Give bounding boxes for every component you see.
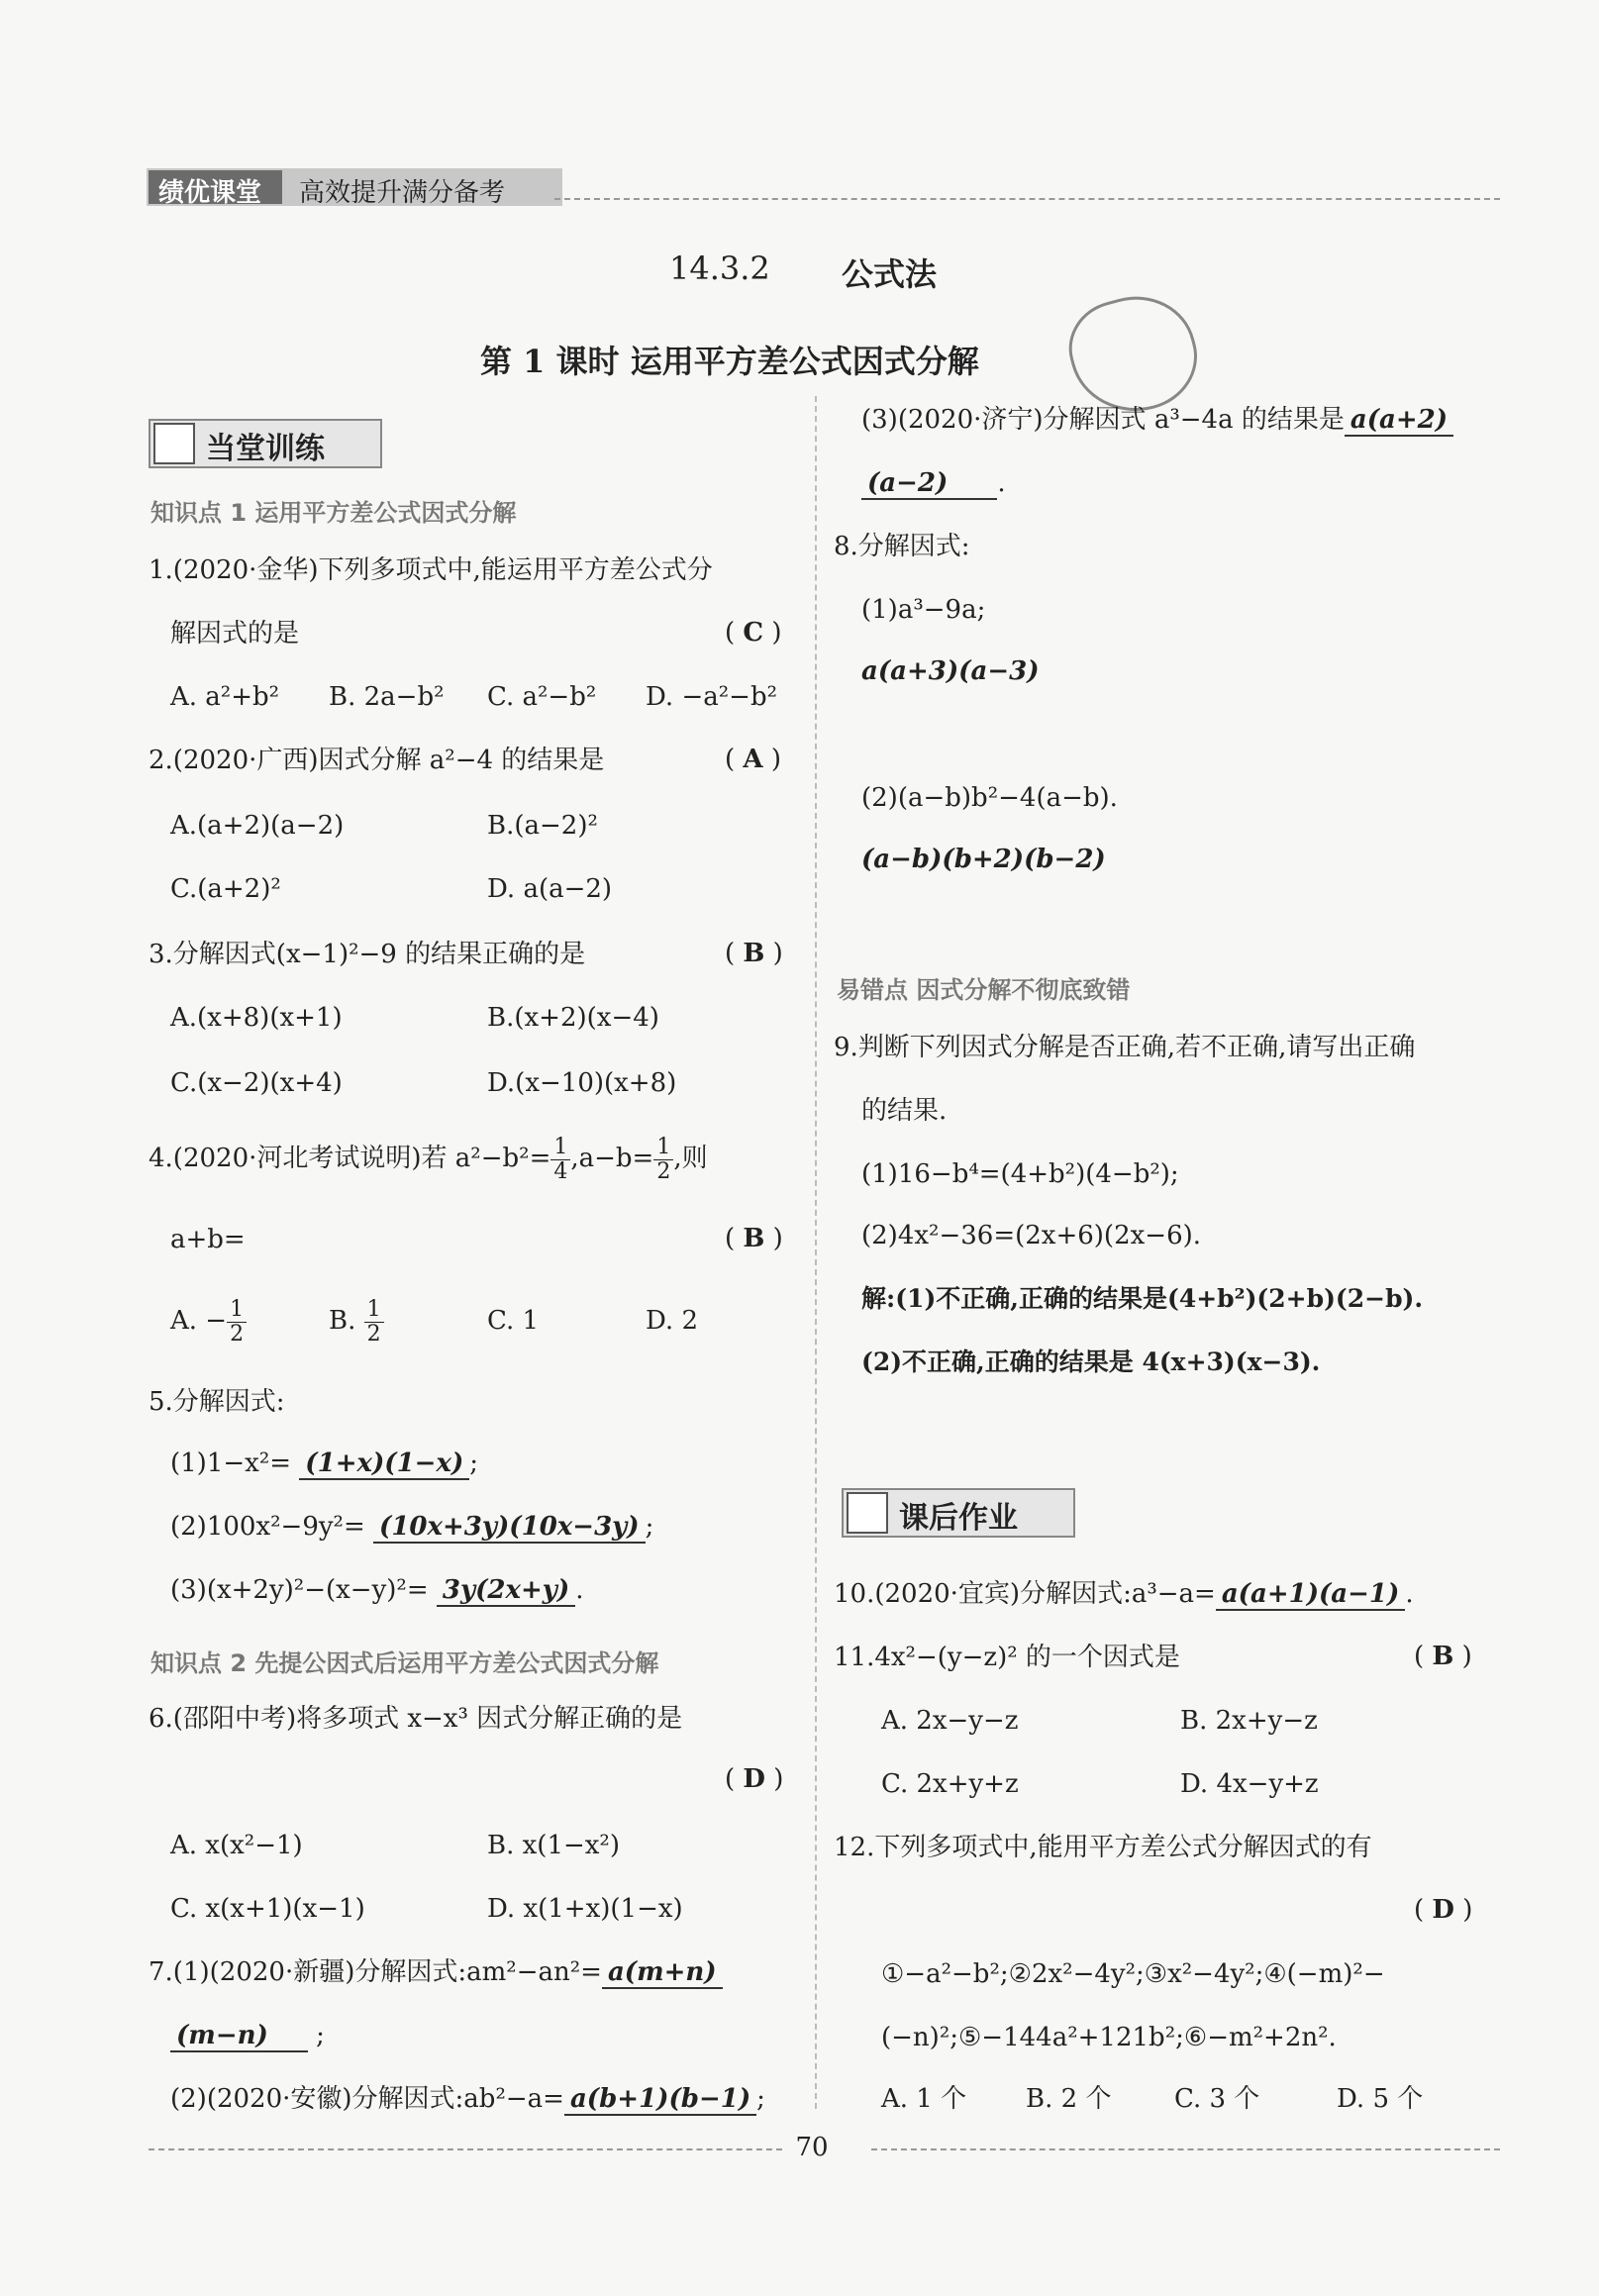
q9-solution-2: (2)不正确,正确的结果是 4(x+3)(x−3). (861, 1348, 1321, 1376)
q4-answer: B (743, 1224, 765, 1253)
lesson-title: 第 1 课时 运用平方差公式因式分解 (480, 343, 979, 380)
q12-answer: D (1432, 1895, 1454, 1925)
q4-stem-a: 4.(2020·河北考试说明)若 a²−b²= (149, 1144, 551, 1173)
q3-stem: 3.分解因式(x−1)²−9 的结果正确的是 (149, 940, 586, 969)
q7-part1-cont: (m−n) ; (170, 2020, 325, 2051)
q5-answer-2: (10x+3y)(10x−3y) (373, 1512, 646, 1544)
pencil-note-icon (847, 1492, 888, 1534)
q7-answer-3a: a(a+2) (1345, 405, 1453, 437)
q11-option-c: C. 2x+y+z (881, 1769, 1019, 1799)
q2-option-d: D. a(a−2) (487, 874, 613, 904)
q4-answer-paren: ( B ) (725, 1224, 783, 1253)
q1-answer-paren: ( C ) (725, 618, 782, 648)
q6-answer-paren: ( D ) (725, 1764, 784, 1794)
q12-answer-paren: ( D ) (1414, 1895, 1473, 1925)
q3-answer-paren: ( B ) (725, 939, 783, 968)
q2-option-a: A.(a+2)(a−2) (170, 811, 345, 841)
q4-option-b: B. $\frac{1}{2}$ (329, 1291, 384, 1350)
q4-option-d: D. 2 (646, 1306, 698, 1336)
q1-stem-line1: 1.(2020·金华)下列多项式中,能运用平方差公式分 (149, 555, 713, 585)
q5-part2: (2)100x²−9y²= (10x+3y)(10x−3y) ; (170, 1512, 654, 1542)
q2-answer: A (743, 745, 763, 774)
q7-part1: 7.(1)(2020·新疆)分解因式:am²−an²= a(m+n) (149, 1956, 723, 1988)
q4-option-c: C. 1 (487, 1306, 540, 1336)
header-slogan: 高效提升满分备考 (299, 178, 506, 208)
q8-answer-2: (a−b)(b+2)(b−2) (861, 845, 1106, 874)
q2-option-b: B.(a−2)² (487, 811, 598, 841)
pencil-note-icon (153, 423, 195, 464)
q9-stem-line2: 的结果. (861, 1096, 948, 1126)
q6-option-a: A. x(x²−1) (170, 1831, 303, 1860)
q9-stem-line1: 9.判断下列因式分解是否正确,若不正确,请写出正确 (834, 1033, 1416, 1062)
q7-part3-cont: (a−2) . (861, 467, 1006, 499)
error-point: 易错点 因式分解不彻底致错 (837, 976, 1131, 1004)
q12-items-line1: ①−a²−b²;②2x²−4y²;③x²−4y²;④(−m)²− (881, 1959, 1385, 1989)
q12-option-d: D. 5 个 (1337, 2084, 1424, 2114)
q4-stem-b: ,a−b= (570, 1144, 654, 1173)
q2-option-c: C.(a+2)² (170, 874, 281, 904)
q6-option-c: C. x(x+1)(x−1) (170, 1894, 365, 1924)
section-title-practice: 当堂训练 (206, 432, 325, 466)
q5-part3: (3)(x+2y)²−(x−y)²= 3y(2x+y) . (170, 1575, 584, 1605)
q4-fraction-1: $\frac{1}{4}$ (550, 1136, 570, 1184)
q3-option-b: B.(x+2)(x−4) (487, 1003, 659, 1033)
footer-divider-left (149, 2148, 782, 2150)
page-number: 70 (795, 2133, 829, 2162)
q7-part3: (3)(2020·济宁)分解因式 a³−4a 的结果是 a(a+2) (861, 404, 1453, 436)
q2-stem: 2.(2020·广西)因式分解 a²−4 的结果是 (149, 746, 605, 775)
q7-answer-1b: (m−n) (170, 2021, 308, 2052)
knowledge-point-1: 知识点 1 运用平方差公式因式分解 (150, 499, 517, 527)
q11-option-d: D. 4x−y+z (1180, 1769, 1319, 1799)
q1-answer: C (743, 618, 764, 648)
q5-answer-1: (1+x)(1−x) (299, 1448, 469, 1480)
q6-answer: D (743, 1764, 765, 1794)
q1-option-d: D. −a²−b² (646, 682, 778, 712)
section-number: 14.3.2 (669, 250, 770, 287)
q8-part2: (2)(a−b)b²−4(a−b). (861, 783, 1118, 813)
q3-answer: B (743, 939, 765, 968)
q4-stem-line1 (149, 1129, 708, 1188)
q12-option-a: A. 1 个 (881, 2084, 967, 2114)
q1-stem-line2: 解因式的是 (170, 619, 300, 649)
q4-stem-c: ,则 (673, 1144, 708, 1173)
q10-answer: a(a+1)(a−1) (1216, 1579, 1406, 1611)
q8-answer-1: a(a+3)(a−3) (861, 656, 1040, 686)
q1-option-a: A. a²+b² (170, 682, 280, 712)
q11-answer-paren: ( B ) (1414, 1642, 1472, 1671)
q3-option-d: D.(x−10)(x+8) (487, 1068, 677, 1098)
q6-stem: 6.(邵阳中考)将多项式 x−x³ 因式分解正确的是 (149, 1704, 683, 1734)
q11-stem: 11.4x²−(y−z)² 的一个因式是 (834, 1643, 1180, 1672)
q4-stem-line2: a+b= (170, 1225, 246, 1254)
q9-part1: (1)16−b⁴=(4+b²)(4−b²); (861, 1159, 1179, 1189)
column-divider (815, 396, 817, 2109)
q6-option-b: B. x(1−x²) (487, 1831, 620, 1860)
q5-part1: (1)1−x²= (1+x)(1−x) ; (170, 1448, 479, 1478)
q7-answer-3b: (a−2) (861, 468, 997, 500)
q3-option-c: C.(x−2)(x+4) (170, 1068, 343, 1098)
q11-answer: B (1432, 1642, 1454, 1671)
q11-option-b: B. 2x+y−z (1180, 1706, 1318, 1736)
q1-option-c: C. a²−b² (487, 682, 597, 712)
q5-stem: 5.分解因式: (149, 1387, 285, 1417)
footer-divider-right (871, 2148, 1500, 2150)
header-divider (554, 198, 1500, 200)
section-title: 公式法 (842, 255, 938, 293)
q1-option-b: B. 2a−b² (329, 682, 445, 712)
q12-items-line2: (−n)²;⑤−144a²+121b²;⑥−m²+2n². (881, 2023, 1337, 2052)
header-brand: 绩优课堂 (158, 178, 262, 208)
q7-part2: (2)(2020·安徽)分解因式:ab²−a= a(b+1)(b−1) ; (170, 2084, 765, 2114)
q7-answer-1a: a(m+n) (602, 1957, 723, 1989)
q12-stem: 12.下列多项式中,能用平方差公式分解因式的有 (834, 1833, 1372, 1862)
q8-part1: (1)a³−9a; (861, 595, 986, 625)
q3-option-a: A.(x+8)(x+1) (170, 1003, 343, 1033)
knowledge-point-2: 知识点 2 先提公因式后运用平方差公式因式分解 (150, 1649, 659, 1677)
q5-answer-3: 3y(2x+y) (437, 1575, 575, 1607)
q2-answer-paren: ( A ) (725, 745, 782, 774)
q4-fraction-2: $\frac{1}{2}$ (653, 1136, 673, 1184)
section-title-homework: 课后作业 (899, 1501, 1018, 1536)
q6-option-d: D. x(1+x)(1−x) (487, 1894, 683, 1924)
q9-solution-1: 解:(1)不正确,正确的结果是(4+b²)(2+b)(2−b). (861, 1284, 1424, 1313)
q12-option-b: B. 2 个 (1026, 2084, 1112, 2114)
q11-option-a: A. 2x−y−z (881, 1706, 1019, 1736)
q8-stem: 8.分解因式: (834, 532, 970, 561)
q9-part2: (2)4x²−36=(2x+6)(2x−6). (861, 1221, 1202, 1250)
q12-option-c: C. 3 个 (1174, 2084, 1260, 2114)
q10: 10.(2020·宜宾)分解因式:a³−a= a(a+1)(a−1) . (834, 1579, 1414, 1609)
q7-answer-2: a(b+1)(b−1) (564, 2084, 756, 2116)
q4-option-a: A. − $\frac{1}{2}$ (170, 1291, 247, 1350)
